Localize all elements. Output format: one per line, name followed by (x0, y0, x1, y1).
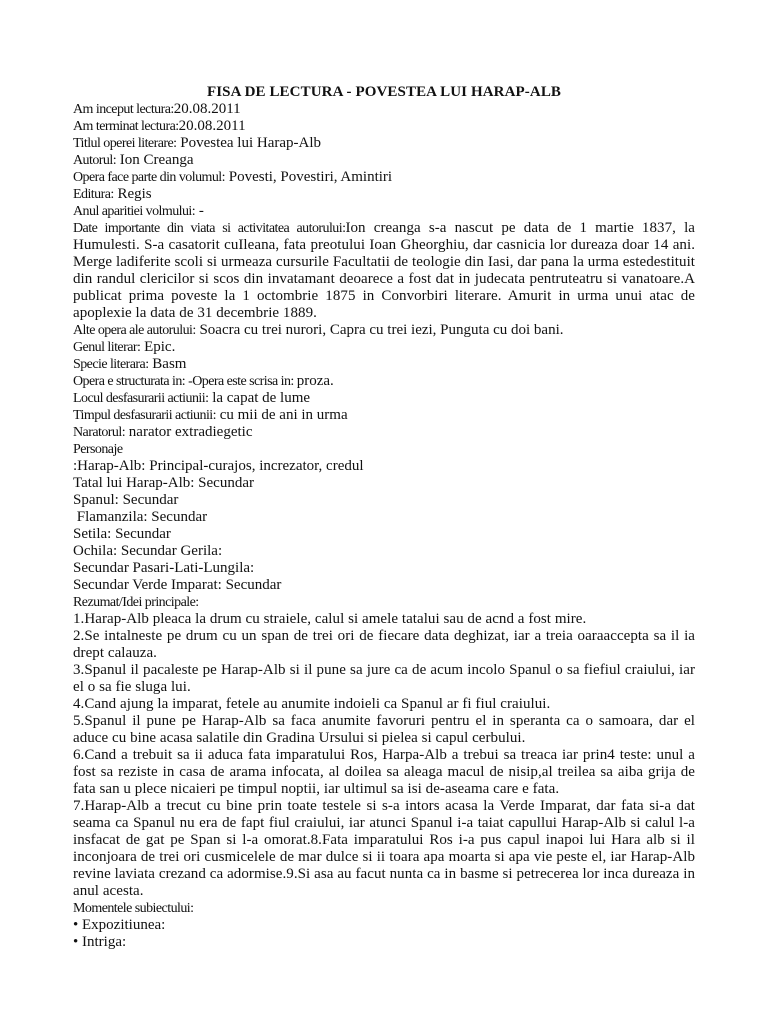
field-value: Povestea lui Harap-Alb (176, 135, 322, 151)
field-publisher (73, 186, 695, 203)
field-label: Editura: (73, 187, 114, 202)
field-label: Locul desfasurarii actiunii: (73, 391, 209, 406)
field-label: Specie literara: (73, 357, 149, 372)
plot-moments-list (73, 917, 695, 951)
field-value: Epic. (140, 339, 176, 355)
field-label: Naratorul: (73, 425, 126, 440)
field-year (73, 203, 695, 220)
summary-item: 7.Harap-Alb a trecut cu bine prin toate testele si s-a intors acasa la Verde Imparat, dar fata si-a dat seama ca Spanul nu era de fapt fiul craiului, iar atunci Spanul i-a taiat capullui Harap-Alb si calul l-a insfacat de gat pe Span si l-a omorat.8.Fata imparatului Ros i-a pus capul inapoi lui Hara alb si il inconjoara de trei ori cusmicelele de mar dulce si ii toara apa moarta si apa vie peste el, iar Harap-Alb revine laviata crezand ca adormise.9.Si asa au facut nunta ca in basme si petrecerea lor inca dureaza in anul acesta. (73, 798, 695, 899)
field-narrator (73, 424, 695, 441)
work-info-fields (73, 322, 695, 441)
character-line: Tatal lui Harap-Alb: Secundar (73, 475, 254, 491)
field-genre (73, 339, 695, 356)
field-start-date (73, 101, 695, 118)
characters-list (73, 458, 695, 594)
character-line: Flamanzila: Secundar (73, 509, 208, 525)
character-line: Ochila: Secundar Gerila: (73, 543, 223, 559)
plot-moment-item: • Intriga: (73, 934, 127, 950)
reading-info-fields (73, 101, 695, 220)
document-page (73, 83, 695, 951)
field-end-date (73, 118, 695, 135)
bio-text: Ion creanga s-a nascut pe data de 1 martie 1837, la Humulesti. S-a casatorit cuIleana, fata preotului Ioan Gheorghiu, dar casnicia lor dureaza doar 14 ani. Merge ladiferite scoli si urmeaza cursurile Facultatii de teologie din Iasi, dar pana la urma estedestituit din randul clericilor si scos din invatamant deoarece a fost dat in judecata pentruteatru si vanatoare.A publicat prima poveste la 1 octombrie 1875 in Convorbiri literare. Amurit in urma unui atac de apoplexie la data de 31 decembrie 1889. (73, 220, 695, 321)
field-volume (73, 169, 695, 186)
summary-heading: Rezumat/Idei principale: (73, 595, 199, 610)
character-line: Secundar Pasari-Lati-Lungila: (73, 560, 255, 576)
character-line: Secundar Verde Imparat: Secundar (73, 577, 282, 593)
field-species (73, 356, 695, 373)
field-label: Titlul operei literare: (73, 136, 177, 151)
field-value: Basm (148, 356, 187, 372)
summary-item: 5.Spanul il pune pe Harap-Alb sa faca anumite favoruri pentru el in speranta ca o samoara, dar el aduce cu bine acasa salatile din Gradina Ursului si pielea si capul cerbului. (73, 713, 695, 746)
field-place (73, 390, 695, 407)
plot-moments-heading: Momentele subiectului: (73, 901, 194, 916)
field-work-title (73, 135, 695, 152)
field-value: 20.08.2011 (178, 118, 246, 134)
author-bio-paragraph (73, 220, 695, 322)
field-label: Anul aparitiei volmului: (73, 204, 196, 219)
field-value: cu mii de ani in urma (215, 407, 348, 423)
field-time (73, 407, 695, 424)
field-label: Am inceput lectura: (73, 102, 174, 117)
field-label: Opera face parte din volumul: (73, 170, 225, 185)
summary-item: 2.Se intalneste pe drum cu un span de trei ori de fiecare data deghizat, iar a treia oaraaccepta sa il ia drept calauza. (73, 628, 695, 661)
plot-moment-item: • Expozitiunea: (73, 917, 166, 933)
field-other-works (73, 322, 695, 339)
field-label: Am terminat lectura: (73, 119, 179, 134)
summary-item: 3.Spanul il pacaleste pe Harap-Alb si il pune sa jure ca de acum incolo Spanul o sa fiefiul craiului, iar el o sa fie sluga lui. (73, 662, 695, 695)
field-label: Genul literar: (73, 340, 141, 355)
document-title: FISA DE LECTURA - POVESTEA LUI HARAP-ALB (206, 84, 562, 100)
field-value: proza. (296, 373, 334, 389)
bio-label: Date importante din viata si activitatea autorului: (73, 221, 346, 236)
character-line: Spanul: Secundar (73, 492, 179, 508)
field-structure (73, 373, 695, 390)
field-value: - (195, 203, 204, 219)
field-value: Povesti, Povestiri, Amintiri (224, 169, 393, 185)
characters-heading: Personaje (73, 442, 123, 457)
character-line: Setila: Secundar (73, 526, 171, 542)
field-author (73, 152, 695, 169)
field-value: 20.08.2011 (173, 101, 241, 117)
field-value: narator extradiegetic (125, 424, 253, 440)
summary-list (73, 611, 695, 900)
field-value: Regis (113, 186, 152, 202)
summary-item: 4.Cand ajung la imparat, fetele au anumite indoieli ca Spanul ar fi fiul craiului. (73, 696, 551, 712)
field-label: Autorul: (73, 153, 117, 168)
field-label: Alte opera ale autorului: (73, 323, 196, 338)
field-value: la capat de lume (208, 390, 311, 406)
field-label: Timpul desfasurarii actiunii: (73, 408, 216, 423)
field-value: Ion Creanga (116, 152, 194, 168)
summary-item: 6.Cand a trebuit sa ii aduca fata imparatului Ros, Harpa-Alb a trebui sa treaca iar prin4 teste: unul a fost sa reziste in casa de arama infocata, al doilea sa aleaga macul de nisip,al treilea sa aiba grija de fata san u plece nicaieri pe timpul noptii, iar ultimul sa isi de-aseama care e fata. (73, 747, 695, 797)
field-label: Opera e structurata in: -Opera este scrisa in: (73, 374, 297, 389)
field-value: Soacra cu trei nurori, Capra cu trei iezi, Punguta cu doi bani. (195, 322, 564, 338)
summary-item: 1.Harap-Alb pleaca la drum cu straiele, calul si amele tatalui sau de acnd a fost mire. (73, 611, 587, 627)
character-line: :Harap-Alb: Principal-curajos, increzator, credul (73, 458, 364, 474)
